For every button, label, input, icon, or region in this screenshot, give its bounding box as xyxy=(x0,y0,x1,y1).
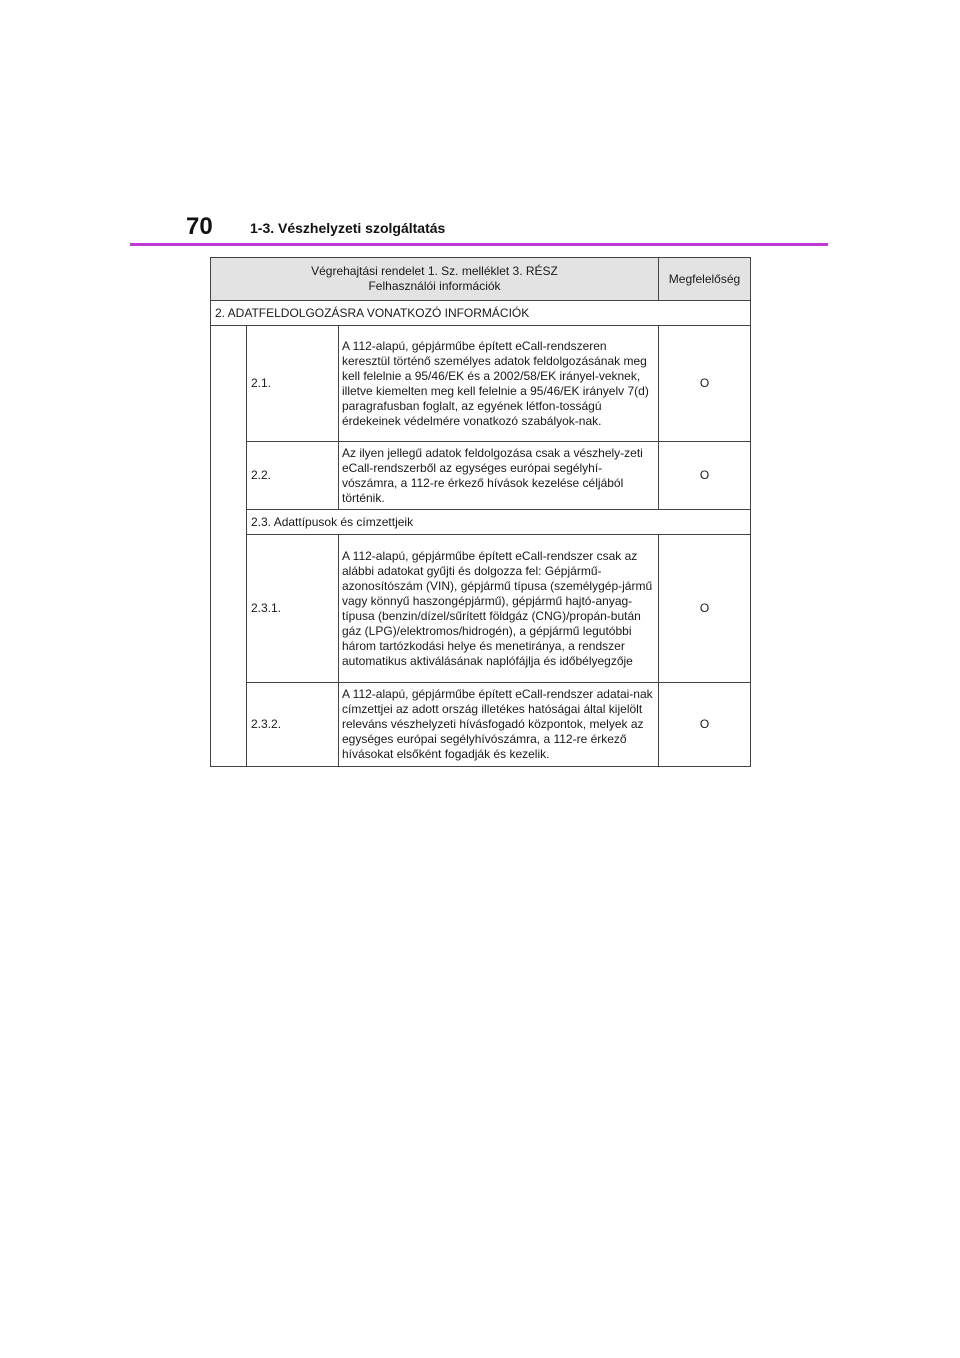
page-number: 70 xyxy=(186,213,213,240)
row-conformity: O xyxy=(659,326,751,442)
header-main-line2: Felhasználói információk xyxy=(368,279,501,293)
header-conformity-cell: Megfelelőség xyxy=(659,258,751,301)
section-heading-row xyxy=(211,301,751,326)
row-text: A 112-alapú, gépjárműbe épített eCall-rendszer csak az alábbi adatokat gyűjti és dolgozza fel: Gépjármű-azonosítószám (VIN), gépjármű típusa (személygép-jármű vagy könnyű haszongépjármű), gépjármű hajtó-anyag-típusa (benzin/dízel/sűrített földgáz (CNG)/propán-bután gáz (LPG)/elektromos/hidrogén), a gépjármű legutóbbi három tartózkodási helye és menetiránya, a rendszer automatikus aktiválásának naplófájlja és időbélyegzője xyxy=(339,535,659,683)
indent-cell xyxy=(211,326,247,767)
header-main-line1: Végrehajtási rendelet 1. Sz. melléklet 3. RÉSZ xyxy=(311,264,558,278)
row-conformity: O xyxy=(659,683,751,767)
row-code: 2.2. xyxy=(247,442,339,510)
table-row xyxy=(211,442,751,510)
table-row xyxy=(211,683,751,767)
table-row xyxy=(211,326,751,442)
header-main-cell xyxy=(211,258,659,301)
row-conformity: O xyxy=(659,442,751,510)
row-code: 2.1. xyxy=(247,326,339,442)
row-code: 2.3.2. xyxy=(247,683,339,767)
information-table xyxy=(210,257,751,767)
table-row xyxy=(211,535,751,683)
section-heading-cell: 2. ADATFELDOLGOZÁSRA VONATKOZÓ INFORMÁCIÓK xyxy=(211,301,751,326)
table-header-row xyxy=(211,258,751,301)
row-text: A 112-alapú, gépjárműbe épített eCall-rendszeren keresztül történő személyes adatok feldolgozásának meg kell felelnie a 95/46/EK és a 2002/58/EK irányel-veknek, illetve kiemelten meg kell felelnie a 95/46/EK irányelv 7(d) paragrafusban foglalt, az egyének létfon-tosságú érdekeinek védelmére vonatkozó szabályok-nak. xyxy=(339,326,659,442)
subsection-heading-cell: 2.3. Adattípusok és címzettjeik xyxy=(247,510,751,535)
row-conformity: O xyxy=(659,535,751,683)
row-text: Az ilyen jellegű adatok feldolgozása csak a vészhely-zeti eCall-rendszerből az egységes európai segélyhí-vószámra, a 112-re érkező hívások kezelése céljából történik. xyxy=(339,442,659,510)
header-rule xyxy=(130,243,828,246)
row-code: 2.3.1. xyxy=(247,535,339,683)
subsection-heading-row xyxy=(211,510,751,535)
row-text: A 112-alapú, gépjárműbe épített eCall-rendszer adatai-nak címzettjei az adott ország illetékes hatóságai által kijelölt releváns vészhelyzeti hívásfogadó központok, melyek az egységes európai segélyhívószámra, a 112-re érkező hívásokat elsőként fogadják és kezelik. xyxy=(339,683,659,767)
section-title: 1-3. Vészhelyzeti szolgáltatás xyxy=(250,220,446,236)
